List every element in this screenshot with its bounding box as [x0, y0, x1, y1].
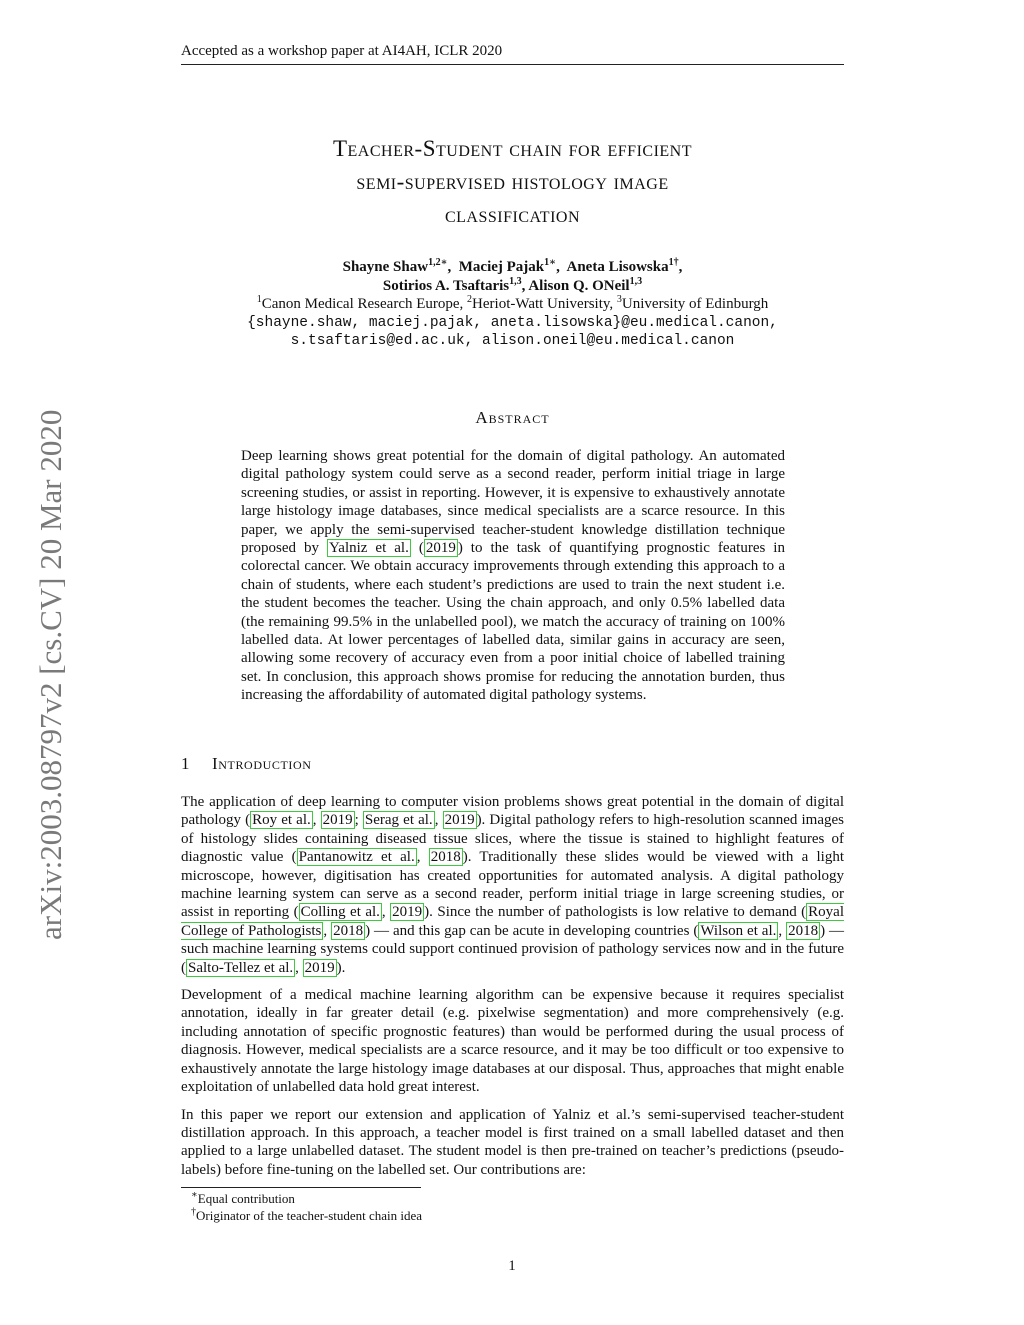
footnote-mark[interactable]: ∗: [549, 257, 557, 268]
footnotes: [191, 1190, 791, 1224]
section-number: 1: [181, 754, 191, 773]
author-name: Maciej Pajak: [458, 259, 545, 275]
title-line: semi-supervised histology image: [356, 169, 669, 194]
email-list-line-2: s.tsaftaris@ed.ac.uk, alison.oneil@eu.medical.canon: [290, 333, 735, 349]
body-text: ). Digital pathology refers to high-resolution scanned images of histology slides containing diseased tissue slices, where the tissue is stained to highlight features of diagnostic value (: [181, 812, 845, 866]
author-names-line-1: Shayne Shaw$^{1,2∗}$, Maciej Pajak$^{1∗}$, Aneta Lisowska$^{1\dagger}$,: [342, 257, 683, 275]
paragraph: The application of deep learning to computer vision problems shows great potential in the domain of digital pathology ( Roy et al. , 2019 ; Serag et al. , 2019 ). Digital pathology refers to high-resolution scanned images of histology slides containing diseased tissue slices, where the tissue is stained to highlight features of diagnostic value ( Pantanowitz et al. , 2018 ). Traditionally these slides would be viewed with a light microscope, however, digitisation has created opportunities for automated analysis. A digital pathology machine learning system can serve as a second reader, perform initial triage in large screening studies, or assist in reporting ( Colling et al. , 2019 ). Since the number of pathologists is low relative to demand ( Royal College of Pathologists , 2018 ) — and this gap can be acute in developing countries ( Wilson et al. , 2018 ) — such machine learning systems could support continued provision of pathology services now and in the future ( Salto-Tellez et al. , 2019 ).: [181, 794, 845, 976]
footnote-mark: ∗: [191, 1189, 198, 1201]
citation-year-link[interactable]: 2019: [322, 812, 353, 829]
citation-link[interactable]: Salto-Tellez et al.: [188, 959, 294, 976]
paragraph: In this paper we report our extension and application of Yalniz et al.’s semi-supervised teacher-student distillation approach. In this approach, a teacher model is first trained on a small labelled dataset and then applied to a large unlabelled dataset. The student model is then pre-trained on teacher’s predictions (pseudo-labels) before fine-tuning on the labelled set. Our contributions are:: [181, 1106, 844, 1178]
body-text: The application of deep learning to computer vision problems shows great potential in the domain of digital pathology (: [181, 794, 844, 829]
footnote-mark[interactable]: ∗: [440, 257, 448, 268]
paper-title: [181, 132, 844, 231]
author-name: Aneta Lisowska: [566, 259, 669, 275]
citation-link[interactable]: Colling et al.: [300, 904, 380, 921]
author-name: Alison Q. ONeil: [528, 277, 630, 294]
footnote: [191, 1190, 791, 1207]
citation-year-link[interactable]: 2019: [304, 959, 335, 976]
citation-year-link[interactable]: 2019: [444, 812, 475, 829]
affiliation: University of Edinburgh: [621, 296, 769, 312]
footnote-text: Equal contribution: [197, 1191, 295, 1206]
footnote-mark: †: [191, 1206, 196, 1218]
footnote-text: Originator of the teacher-student chain idea: [196, 1208, 423, 1223]
citation-year-link[interactable]: 2018: [430, 849, 461, 866]
footnote-mark[interactable]: †: [673, 257, 679, 268]
footnote: [191, 1207, 791, 1224]
affiliation-sup: 1: [256, 294, 262, 305]
citation-year-link[interactable]: 2018: [788, 922, 819, 939]
author-name: Shayne Shaw: [342, 259, 429, 275]
introduction-body: [181, 793, 844, 1188]
affiliation-sup: 1,2: [428, 257, 441, 268]
title-line: Teacher-Student chain for efficient: [332, 136, 693, 161]
affiliations: [181, 295, 844, 314]
body-text: ).: [336, 959, 346, 976]
footnote-divider: [181, 1187, 421, 1188]
affiliation-sup: 2: [467, 294, 473, 305]
running-header: Accepted as a workshop paper at AI4AH, ICLR 2020: [181, 42, 844, 65]
body-text: ) — and this gap can be acute in developing countries (: [365, 922, 699, 939]
citation-link[interactable]: Pantanowitz et al.: [298, 849, 415, 866]
affiliation-sup: 1: [544, 257, 550, 268]
citation-link[interactable]: Yalniz et al.: [328, 540, 409, 557]
separator: ;: [354, 812, 363, 829]
abstract-body: Deep learning shows great potential for the domain of digital pathology. An automated digital pathology system could serve as a second reader, perform initial triage in large screening studies, or assist in reporting. However, it is expensive to exhaustively annotate large histology image databases, since medical specialists are a scarce resource. In this paper, we apply the semi-supervised teacher-student knowledge distillation technique proposed by Yalniz et al. ( 2019 ) to the task of quantifying prognostic features in colorectal cancer. We obtain accuracy improvements through extending this approach to a chain of students, where each student’s predictions are used to train the next student i.e. the student becomes the teacher. Using the chain approach, and only 0.5% labelled data (the remaining 99.5% in the unlabelled pool), we match the accuracy of training on 100% labelled data. At lower percentages of labelled data, similar gains in accuracy are seen, allowing some recovery of accuracy even from a poor initial choice of labelled training set. In conclusion, this approach shows promise for reducing the annotation burden, thus increasing the affordability of automated digital pathology systems.: [241, 448, 785, 704]
citation-link[interactable]: Roy et al.: [252, 812, 311, 829]
author-block: [181, 258, 844, 351]
author-name: Sotirios A. Tsaftaris: [382, 277, 510, 294]
body-text: ). Traditionally these slides would be viewed with a light microscope, however, digitisation has created opportunities for automated analysis. A digital pathology machine learning system can serve as a second reader, perform initial triage in large screening studies, or assist in reporting (: [181, 849, 844, 921]
citation-link[interactable]: Serag et al.: [364, 812, 433, 829]
affiliation-sup: 3: [616, 294, 622, 305]
affiliation: Heriot-Watt University,: [472, 296, 614, 312]
email-list-line-1: {shayne.shaw, maciej.pajak, aneta.lisowska}@eu.medical.canon,: [247, 314, 778, 331]
citation-link[interactable]: Wilson et al.: [700, 922, 777, 939]
citation-year-link[interactable]: 2019: [392, 904, 423, 921]
section-heading: [181, 754, 844, 774]
citation-year-link[interactable]: 2019: [425, 540, 456, 557]
affiliation-sup: 1,3: [629, 275, 643, 287]
affiliation-sup: 1,3: [509, 275, 522, 287]
section-title: Introduction: [212, 754, 312, 773]
arxiv-identifier[interactable]: arXiv:2003.08797v2 [cs.CV] 20 Mar 2020: [33, 409, 68, 940]
paragraph: Development of a medical machine learning algorithm can be expensive because it requires specialist annotation, ideally in far greater detail (e.g. pixelwise segmentation) and more comprehensively (e.g. including annotation of specific prognostic features) than would be performed during the usual process of diagnosis. However, medical specialists are a scarce resource, and it may be too difficult or too expensive to exhaustively annotate the large histology image databases at our disposal. Thus, approaches that might enable exploitation of unlabelled data hold great interest.: [181, 987, 844, 1096]
affiliation: Canon Medical Research Europe,: [261, 296, 464, 312]
body-text: ). Since the number of pathologists is low relative to demand (: [424, 904, 807, 921]
citation-year-link[interactable]: 2018: [333, 922, 364, 939]
page-number: 1: [508, 1258, 516, 1274]
author-names-line-2: Sotirios A. Tsaftaris$^{1,3}$, Alison Q. ONeil$^{1,3}$: [382, 275, 643, 294]
title-line: classification: [444, 202, 580, 227]
body-text: ) — such machine learning systems could support continued provision of pathology services now and in the future (: [181, 922, 845, 976]
affiliation-sup: 1: [668, 257, 674, 268]
abstract-text: to the task of quantifying prognostic features in colorectal cancer. We obtain accuracy improvements through extending this approach to a chain of students, where each student’s predictions are used to train the next student i.e. the student becomes the teacher. Using the chain approach, and only 0.5% labelled data (the remaining 99.5% in the unlabelled pool), we match the accuracy of training on 100% labelled data. At lower percentages of labelled data, similar gains in accuracy are seen, allowing some recovery of accuracy even from a poor initial choice of labelled training set. In conclusion, this approach shows promise for reducing the annotation burden, thus increasing the affordability of automated digital pathology systems.: [241, 540, 785, 704]
abstract-text: Deep learning shows great potential for the domain of digital pathology. An automated digital pathology system could serve as a second reader, perform initial triage in large screening studies, or assist in reporting. However, it is expensive to exhaustively annotate large histology image databases, since medical specialists are a scarce resource. In this paper, we apply the semi-supervised teacher-student knowledge distillation technique proposed by: [241, 448, 785, 557]
citation-link[interactable]: Royal College of Pathologists: [181, 904, 845, 939]
abstract-heading: Abstract: [475, 408, 550, 427]
